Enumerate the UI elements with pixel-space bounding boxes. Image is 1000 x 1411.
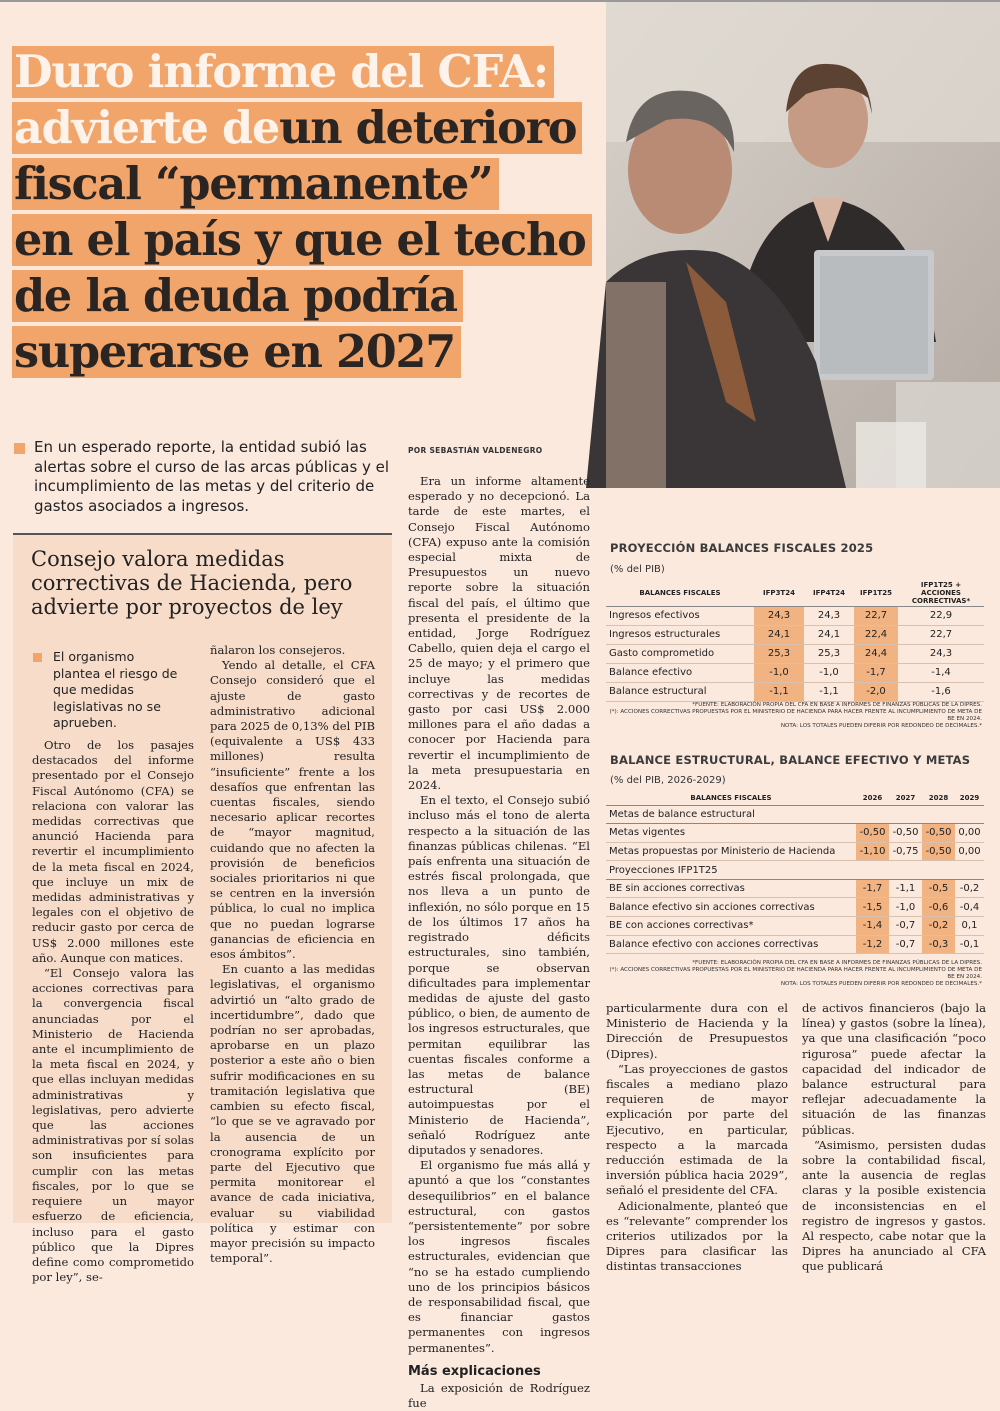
table-cell: 22,9 [898, 606, 984, 625]
table-cell: -1,1 [804, 682, 854, 701]
article-column-3 [802, 1001, 986, 1275]
table1-header: BALANCES FISCALES [606, 580, 754, 606]
section-label: Metas de balance estructural [606, 805, 984, 824]
headline-dark-part: un deterioro [279, 102, 577, 154]
table-cell: -0,7 [889, 917, 922, 936]
table-row [606, 644, 984, 663]
paragraph: “Las proyecciones de gastos fiscales a mediano plazo requieren de mayor explicación por parte del Ejecutivo, en particular, respecto a la marcada reducción estimada de la inversión pública hacia 2029”, señaló el presidente del CFA. [606, 1061, 788, 1198]
lead-paragraph [14, 438, 394, 516]
table-cell: -1,2 [856, 935, 889, 954]
headline [12, 46, 602, 382]
table-cell: 24,3 [898, 644, 984, 663]
table-cell: -0,50 [889, 824, 922, 843]
table-cell: 0,00 [955, 824, 984, 843]
table-cell: 0,1 [955, 917, 984, 936]
footnote: (*): ACCIONES CORRECTIVAS PROPUESTAS POR EL MINISTERIO DE HACIENDA PARA HACER FRENTE AL INCUMPLIMIENTO DE META DE BE EN 2024. [609, 709, 982, 722]
footnote: (*): ACCIONES CORRECTIVAS PROPUESTAS POR EL MINISTERIO DE HACIENDA PARA HACER FRENTE AL INCUMPLIMIENTO DE META DE BE EN 2024. [609, 967, 982, 980]
table2-header: 2028 [922, 791, 955, 805]
table-cell: -0,6 [922, 898, 955, 917]
table-cell: 0,00 [955, 842, 984, 861]
headline-line: de la deuda podría [12, 270, 463, 322]
sidebar-title: Consejo valora medidas correctivas de Hacienda, pero advierte por proyectos de ley [31, 547, 353, 619]
table-cell: -1,0 [804, 663, 854, 682]
table-cell: -1,4 [898, 663, 984, 682]
table2-header: 2027 [889, 791, 922, 805]
bullet-square-icon [33, 653, 42, 662]
paragraph: “Asimismo, persisten dudas sobre la contabilidad fiscal, ante la ausencia de reglas claras y la posible existencia de inconsistencias en el registro de ingresos y gastos. Al respecto, cabe notar que la Dipres ha anunciado al CFA que publicará [802, 1137, 986, 1274]
headline-line: Duro informe del CFA: [12, 46, 554, 98]
table-cell: 24,3 [804, 606, 854, 625]
table1-footnotes [604, 702, 982, 730]
row-label: Balance efectivo sin acciones correctivas [606, 898, 856, 917]
headline-line: superarse en 2027 [12, 326, 461, 378]
footnote: *FUENTE: ELABORACIÓN PROPIA DEL CFA EN BASE A INFORMES DE FINANZAS PÚBLICAS DE LA DIPRES. [692, 702, 982, 708]
table-cell: 25,3 [754, 644, 804, 663]
table-row [606, 682, 984, 701]
sidebar-bullet [33, 649, 183, 732]
table-cell: 22,7 [854, 606, 898, 625]
paragraph: El organismo fue más allá y apuntó a que los “constantes desequilibrios” en el balance estructural, con gastos “persistentemente” por sobre los ingresos fiscales estructurales, evidencian que “no se ha estado cumpliendo uno de los principios básicos de responsabilidad fiscal, que es financiar gastos permanentes con ingresos permanentes”. [408, 1158, 590, 1355]
article-column-1 [408, 474, 590, 1411]
table-cell: -1,0 [889, 898, 922, 917]
table-row [606, 625, 984, 644]
table1-header: IFP4T24 [804, 580, 854, 606]
paragraph: Adicionalmente, planteó que es “relevante” comprender los criterios utilizados por la Dipres para clasificar las distintas transacciones [606, 1198, 788, 1274]
table-cell: -2,0 [854, 682, 898, 701]
table-cell: -0,2 [955, 879, 984, 898]
paragraph: “El Consejo valora las acciones correctivas para la convergencia fiscal anunciadas por el Ministerio de Hacienda ante el incumplimiento de la meta fiscal en 2024, y que ellas incluyan medidas administrativas y legislativas, pero advierte que las acciones administrativas por sí solas son insuficientes para cumplir con las metas fiscales, por lo que se requiere un mayor esfuerzo de eficiencia, incluso para el gasto público que la Dipres define como comprometido por ley”, se- [32, 966, 194, 1285]
bullet-square-icon [14, 443, 25, 454]
table-cell: -0,75 [889, 842, 922, 861]
table-cell: -1,7 [854, 663, 898, 682]
table-cell: -1,1 [889, 879, 922, 898]
table-cell: 24,1 [804, 625, 854, 644]
table-cell: -1,4 [856, 917, 889, 936]
row-label: BE con acciones correctivas* [606, 917, 856, 936]
table2-header: BALANCES FISCALES [606, 791, 856, 805]
table-cell: -1,1 [754, 682, 804, 701]
table2-header: 2029 [955, 791, 984, 805]
table2 [606, 791, 984, 954]
table-cell: 24,3 [754, 606, 804, 625]
table-cell: -0,5 [922, 879, 955, 898]
table1 [606, 580, 984, 702]
row-label: Metas vigentes [606, 824, 856, 843]
headline-line: en el país y que el techo [12, 214, 592, 266]
row-label: Ingresos estructurales [606, 625, 754, 644]
table-section-row [606, 805, 984, 824]
table2-unit: (% del PIB, 2026-2029) [610, 775, 726, 786]
table2-header: 2026 [856, 791, 889, 805]
table-row [606, 824, 984, 843]
table-cell: -0,50 [922, 842, 955, 861]
paragraph: de activos financieros (bajo la línea) y gastos (sobre la línea), ya que una clasificación “poco rigurosa” puede afectar la capacidad del indicador de balance estructural para reflejar adecuadamente la situación de las finanzas públicas. [802, 1001, 986, 1137]
table-cell: -1,6 [898, 682, 984, 701]
row-label: Balance efectivo [606, 663, 754, 682]
table-cell: -1,5 [856, 898, 889, 917]
sidebar-column-1 [32, 738, 194, 1285]
subheading: Más explicaciones [408, 1363, 541, 1379]
table-cell: -0,7 [889, 935, 922, 954]
table1-title: PROYECCIÓN BALANCES FISCALES 2025 [610, 541, 874, 555]
table-cell: 24,4 [854, 644, 898, 663]
table-cell: -0,4 [955, 898, 984, 917]
table-cell: -0,2 [922, 917, 955, 936]
table2-title: BALANCE ESTRUCTURAL, BALANCE EFECTIVO Y METAS [610, 753, 971, 767]
table-cell: -0,50 [922, 824, 955, 843]
table-cell: -0,3 [922, 935, 955, 954]
headline-line [12, 102, 582, 154]
table-row [606, 898, 984, 917]
table-cell: -0,1 [955, 935, 984, 954]
row-label: Balance efectivo con acciones correctivas [606, 935, 856, 954]
table-cell: 22,7 [898, 625, 984, 644]
row-label: Ingresos efectivos [606, 606, 754, 625]
byline: POR SEBASTIÁN VALDENEGRO [408, 446, 543, 455]
footnote: NOTA: LOS TOTALES PUEDEN DIFERIR POR REDONDEO DE DECIMALES.* [780, 981, 982, 987]
table-row [606, 606, 984, 625]
row-label: Metas propuestas por Ministerio de Hacienda [606, 842, 856, 861]
paragraph: En el texto, el Consejo subió incluso más el tono de alerta respecto a la situación de las finanzas públicas chilenas. “El país enfrenta una situación de estrés fiscal prolongada, que nos lleva a un punto de inflexión, no sólo porque en 15 de los últimos 17 años ha registrado déficits estructurales, sino también, porque se observan dificultades para implementar medidas de ajuste del gasto público, o bien, de aumento de los ingresos estructurales, que permitan equilibrar las cuentas fiscales conforme a las metas de balance estructural (BE) autoimpuestas por el Ministerio de Hacienda”, señaló Rodríguez ante diputados y senadores. [408, 793, 590, 1157]
row-label: Gasto comprometido [606, 644, 754, 663]
lead-text: En un esperado reporte, la entidad subió las alertas sobre el curso de las arcas públicas y el incumplimiento de las metas y del criterio de gastos asociados a ingresos. [34, 438, 390, 515]
table-cell: 22,4 [854, 625, 898, 644]
footnote: *FUENTE: ELABORACIÓN PROPIA DEL CFA EN BASE A INFORMES DE FINANZAS PÚBLICAS DE LA DIPRES. [692, 960, 982, 966]
sidebar-bullet-text: El organismo plantea el riesgo de que medidas legislativas no se aprueben. [53, 649, 178, 730]
sidebar-column-2 [210, 643, 375, 1266]
footnote: NOTA: LOS TOTALES PUEDEN DIFERIR POR REDONDEO DE DECIMALES.* [780, 723, 982, 729]
table1-header: IFP1T25 [854, 580, 898, 606]
table-row [606, 917, 984, 936]
table-row [606, 842, 984, 861]
table2-footnotes [604, 960, 982, 988]
table-cell: -0,50 [856, 824, 889, 843]
row-label: BE sin acciones correctivas [606, 879, 856, 898]
table-cell: 24,1 [754, 625, 804, 644]
table-row [606, 879, 984, 898]
paragraph: La exposición de Rodríguez fue [408, 1380, 590, 1411]
headline-line: fiscal “permanente” [12, 158, 499, 210]
table-cell: -1,10 [856, 842, 889, 861]
table-cell: -1,0 [754, 663, 804, 682]
table-row [606, 935, 984, 954]
table-row [606, 663, 984, 682]
paragraph: Otro de los pasajes destacados del informe presentado por el Consejo Fiscal Autónomo (CFA) se relaciona con valorar las medidas correctivas que anunció Hacienda para revertir el incumplimiento de la meta fiscal en 2024, que incluye un mix de medidas administrativas y legales con el objetivo de reducir gasto por cerca de US$ 2.000 millones este año. Aunque con matices. [32, 738, 194, 965]
table-section-row [606, 861, 984, 880]
table1-header: IFP3T24 [754, 580, 804, 606]
article-column-2 [606, 1001, 788, 1275]
table1-unit: (% del PIB) [610, 564, 665, 575]
table1-header: IFP1T25 + ACCIONES CORRECTIVAS* [898, 580, 984, 606]
row-label: Balance estructural [606, 682, 754, 701]
paragraph: ñalaron los consejeros. [210, 643, 346, 657]
section-label: Proyecciones IFP1T25 [606, 861, 984, 880]
paragraph: Yendo al detalle, el CFA Consejo consideró que el ajuste de gasto administrativo adicional para 2025 de 0,13% del PIB (equivalente a US$ 433 millones) resulta “insuficiente” frente a los desafíos que enfrentan las cuentas fiscales, siendo necesario aplicar recortes de “mayor magnitud, cuidando que no afecten la provisión de beneficios sociales prioritarios ni que se centren en la inversión pública, lo cual no implica que no puedan lograrse ganancias de eficiencia en esos ámbitos”. [210, 658, 375, 962]
news-photo [606, 2, 1000, 488]
table-cell: 25,3 [804, 644, 854, 663]
photo-illustration [606, 2, 1000, 488]
table-cell: -1,7 [856, 879, 889, 898]
paragraph: Era un informe altamente esperado y no decepcionó. La tarde de este martes, el Consejo Fiscal Autónomo (CFA) expuso ante la comisión especial mixta de Presupuestos un nuevo reporte sobre la situación fiscal del país, el último que presenta el presidente de la entidad, Jorge Rodríguez Cabello, quien deja el cargo el 25 de mayo; y el primero que incluye las medidas correctivas y de recortes de gasto por casi US$ 2.000 millones para el año dadas a conocer por Hacienda para revertir el incumplimiento de la meta presupuestaria en 2024. [408, 474, 590, 793]
paragraph: En cuanto a las medidas legislativas, el organismo advirtió un “alto grado de incertidumbre”, dado que podrían no ser aprobadas, aprobarse en un plazo posterior a este año o bien sufrir modificaciones en su tramitación legislativa que cambien su efecto fiscal, “lo que se ve agravado por la ausencia de un cronograma explícito por parte del Ejecutivo que permita monitorear el avance de cada iniciativa, evaluar su viabilidad política y estimar con mayor precisión su impacto temporal”. [210, 962, 375, 1266]
headline-light-part: advierte de [14, 102, 280, 154]
paragraph: particularmente dura con el Ministerio de Hacienda y la Dirección de Presupuestos (Dipres). [606, 1001, 788, 1061]
